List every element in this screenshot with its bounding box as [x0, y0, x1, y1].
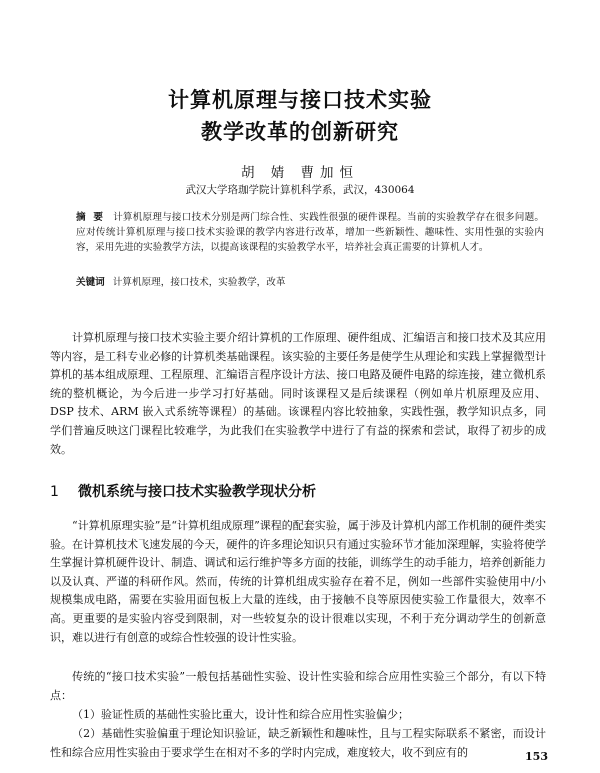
- abstract-text: 计算机原理与接口技术分别是两门综合性、实践性很强的硬件课程。当前的实验教学存在很多问题。应对传统计算机原理与接口技术实验课的教学内容进行改革，增加一些新颖性、趣味性、实用性强的实验内容，采用先进的实验教学方法，以提高该课程的实验教学水平，培养社会真正需要的计算机人才。: [76, 212, 544, 253]
- abstract-label: 摘 要: [76, 212, 106, 223]
- section-paragraph-2: 传统的“接口技术实验”一般包括基础性实验、设计性实验和综合应用性实验三个部分，有以下特点：: [50, 670, 546, 702]
- keywords-text: 计算机原理，接口技术，实验教学，改革: [112, 277, 286, 288]
- keywords-label: 关键词: [76, 277, 105, 288]
- section-number: 1: [50, 484, 59, 500]
- authors: 胡 婧 曹加恒: [240, 165, 360, 181]
- section-paragraph-1: “计算机原理实验”是“计算机组成原理”课程的配套实验，属于涉及计算机内部工作机制的硬件类实验。在计算机技术飞速发展的今天，硬件的许多理论知识只有通过实验环节才能加深理解，实验将使学生掌握计算机硬件设计、制造、调试和运行维护等多方面的技能，训练学生的动手能力，培养创新能力以及认真、严谨的科研作风。然而，传统的计算机组成实验存在着不足，例如一些部件实验使用中/小规模集成电路，需要在实验用面包板上大量的连线，由于接触不良等原因使实验工作量很大，效率不高。更重要的是实验内容受到限制，对一些较复杂的设计很难以实现，不利于充分调动学生的创新意识，难以进行有创意的或综合性较强的设计性实验。: [50, 519, 546, 644]
- keywords: [76, 275, 544, 290]
- section-title: 微机系统与接口技术实验教学现状分析: [78, 484, 316, 500]
- affiliation: 武汉大学珞珈学院计算机科学系，武汉，430064: [185, 184, 415, 196]
- intro-paragraph: 计算机原理与接口技术实验主要介绍计算机的工作原理、硬件组成、汇编语言和接口技术及其应用等内容，是工科专业必修的计算机类基础课程。该实验的主要任务是使学生从理论和实践上掌握微型计算机的基本组成原理、工程原理、汇编语言程序设计方法、接口电路及硬件电路的综连接，建立微机系统的整机概论，为今后进一步学习打好基础。同时该课程又是后续课程（例如单片机原理及应用、DSP 技术、ARM 嵌入式系统等课程）的基础。该课程内容比较抽象，实践性强，教学知识点多，同学们普遍反映这门课程比较难学，为此我们在实验教学中进行了有益的探索和尝试，取得了初步的成效。: [50, 331, 546, 456]
- section-heading: [50, 481, 316, 501]
- list-item: （1）验证性质的基础性实验比重大，设计性和综合应用性实验偏少；: [72, 708, 409, 721]
- paper-title-line1: 计算机原理与接口技术实验: [168, 88, 432, 112]
- paper-title-line2: 教学改革的创新研究: [201, 120, 399, 144]
- list-item: （2）基础性实验偏重于理论知识验证，缺乏新颖性和趣味性，且与工程实际联系不紧密，而设计性和综合应用性实验由于要求学生在相对不多的学时内完成，难度较大，收不到应有的: [50, 727, 546, 759]
- page-number: 153: [525, 750, 548, 763]
- abstract: [76, 210, 544, 255]
